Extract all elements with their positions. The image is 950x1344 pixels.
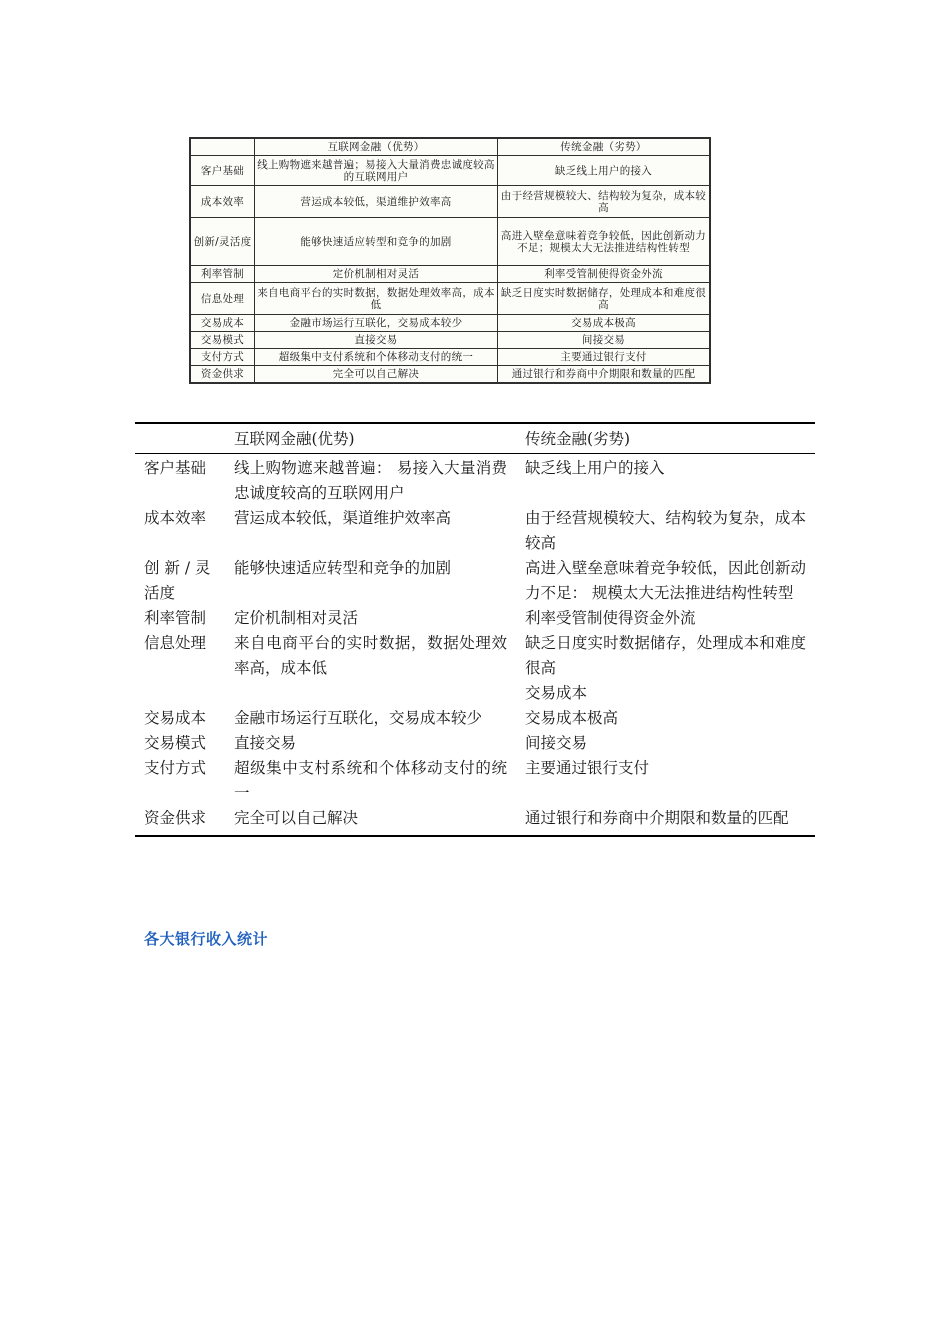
scan-cell: 直接交易 [255, 332, 498, 349]
traditional-finance-cell: 交易成本极高 [525, 709, 619, 727]
internet-finance-cell: 完全可以自己解决 [234, 809, 359, 827]
scan-row [191, 366, 710, 383]
scan-row-label: 支付方式 [191, 349, 255, 366]
internet-finance-cell: 能够快速适应转型和竞争的加剧 [234, 559, 452, 577]
scan-row [191, 349, 710, 366]
traditional-finance-cell: 主要通过银行支付 [525, 759, 650, 777]
scan-cell: 来自电商平台的实时数据，数据处理效率高，成本低 [255, 283, 498, 315]
internet-finance-cell: 直接交易 [234, 734, 297, 752]
scan-row-label: 信息处理 [191, 283, 255, 315]
table-header-row [135, 424, 815, 454]
scan-cell: 完全可以自己解决 [255, 366, 498, 383]
scanned-table-image [189, 137, 711, 384]
table-row [135, 706, 815, 731]
scan-row [191, 332, 710, 349]
scan-row [191, 218, 710, 266]
scan-cell: 线上购物遮来越普遍；易接入大量消费忠诚度较高的互联网用户 [255, 156, 498, 186]
scan-cell: 利率受管制使得资金外流 [498, 266, 710, 283]
traditional-finance-cell: 缺乏日度实时数据储存，处理成本和难度很高 交易成本 [525, 634, 806, 702]
scan-cell: 由于经营规模较大、结构较为复杂，成本较高 [498, 186, 710, 218]
scan-row-label: 成本效率 [191, 186, 255, 218]
row-label: 信息处理 [144, 634, 207, 652]
scan-row [191, 315, 710, 332]
table-header-cell: 互联网金融(优势) [225, 424, 516, 454]
scan-cell: 通过银行和券商中介期限和数量的匹配 [498, 366, 710, 383]
scan-cell: 主要通过银行支付 [498, 349, 710, 366]
row-label: 交易模式 [144, 734, 207, 752]
row-label: 成本效率 [144, 509, 207, 527]
traditional-finance-cell: 通过银行和券商中介期限和数量的匹配 [525, 809, 789, 827]
scan-cell: 能够快速适应转型和竞争的加剧 [255, 218, 498, 266]
scan-cell: 交易成本极高 [498, 315, 710, 332]
scan-row [191, 156, 710, 186]
row-label: 客户基础 [144, 459, 207, 477]
table-row [135, 806, 815, 835]
table-row [135, 454, 815, 507]
internet-finance-cell: 金融市场运行互联化，交易成本较少 [234, 709, 483, 727]
scan-cell: 缺乏日度实时数据储存，处理成本和难度很高 [498, 283, 710, 315]
scan-cell: 金融市场运行互联化，交易成本较少 [255, 315, 498, 332]
internet-finance-cell: 来自电商平台的实时数据，数据处理效率高，成本低 [234, 634, 507, 677]
table-row [135, 756, 815, 806]
comparison-table [135, 422, 815, 837]
scan-cell: 间接交易 [498, 332, 710, 349]
traditional-finance-cell: 高进入壁垒意味着竞争较低，因此创新动力不足： 规模太大无法推进结构性转型 [525, 559, 806, 602]
scan-row-label: 交易成本 [191, 315, 255, 332]
scan-cell: 缺乏线上用户的接入 [498, 156, 710, 186]
traditional-finance-cell: 利率受管制使得资金外流 [525, 609, 696, 627]
internet-finance-cell: 线上购物遮来越普遍： 易接入大量消费忠诚度较高的互联网用户 [234, 459, 507, 502]
row-label: 支付方式 [144, 759, 207, 777]
table-row [135, 631, 815, 706]
row-label: 利率管制 [144, 609, 207, 627]
scan-row [191, 283, 710, 315]
scanned-table [190, 138, 710, 383]
scan-row-label: 客户基础 [191, 156, 255, 186]
row-label: 创 新 / 灵活度 [144, 559, 211, 602]
section-heading: 各大银行收入统计 [144, 930, 269, 948]
table-row [135, 556, 815, 606]
table-row [135, 731, 815, 756]
scan-row-label: 创新/灵活度 [191, 218, 255, 266]
traditional-finance-cell: 缺乏线上用户的接入 [525, 459, 665, 477]
scan-cell: 高进入壁垒意味着竞争较低，因此创新动力不足；规模太大无法推进结构性转型 [498, 218, 710, 266]
scan-header-cell: 传统金融（劣势） [498, 139, 710, 156]
scan-cell: 超级集中支付系统和个体移动支付的统一 [255, 349, 498, 366]
row-label: 交易成本 [144, 709, 207, 727]
scan-row [191, 186, 710, 218]
traditional-finance-cell: 由于经营规模较大、结构较为复杂，成本较高 [525, 509, 806, 552]
scan-header-cell [191, 139, 255, 156]
table-header-cell: 传统金融(劣势) [516, 424, 815, 454]
scan-cell: 营运成本较低，渠道维护效率高 [255, 186, 498, 218]
internet-finance-cell: 超级集中支村系统和个体移动支付的统一 [234, 759, 507, 802]
scan-row [191, 266, 710, 283]
row-label: 资金供求 [144, 809, 207, 827]
scan-row-label: 利率管制 [191, 266, 255, 283]
scan-row-label: 交易模式 [191, 332, 255, 349]
internet-finance-cell: 定价机制相对灵活 [234, 609, 359, 627]
scan-row-label: 资金供求 [191, 366, 255, 383]
scan-header-cell: 互联网金融（优势） [255, 139, 498, 156]
table-row [135, 506, 815, 556]
scan-header-row [191, 139, 710, 156]
internet-finance-cell: 营运成本较低，渠道维护效率高 [234, 509, 452, 527]
scan-cell: 定价机制相对灵活 [255, 266, 498, 283]
table-row [135, 606, 815, 631]
table-header-cell [135, 424, 225, 454]
traditional-finance-cell: 间接交易 [525, 734, 588, 752]
